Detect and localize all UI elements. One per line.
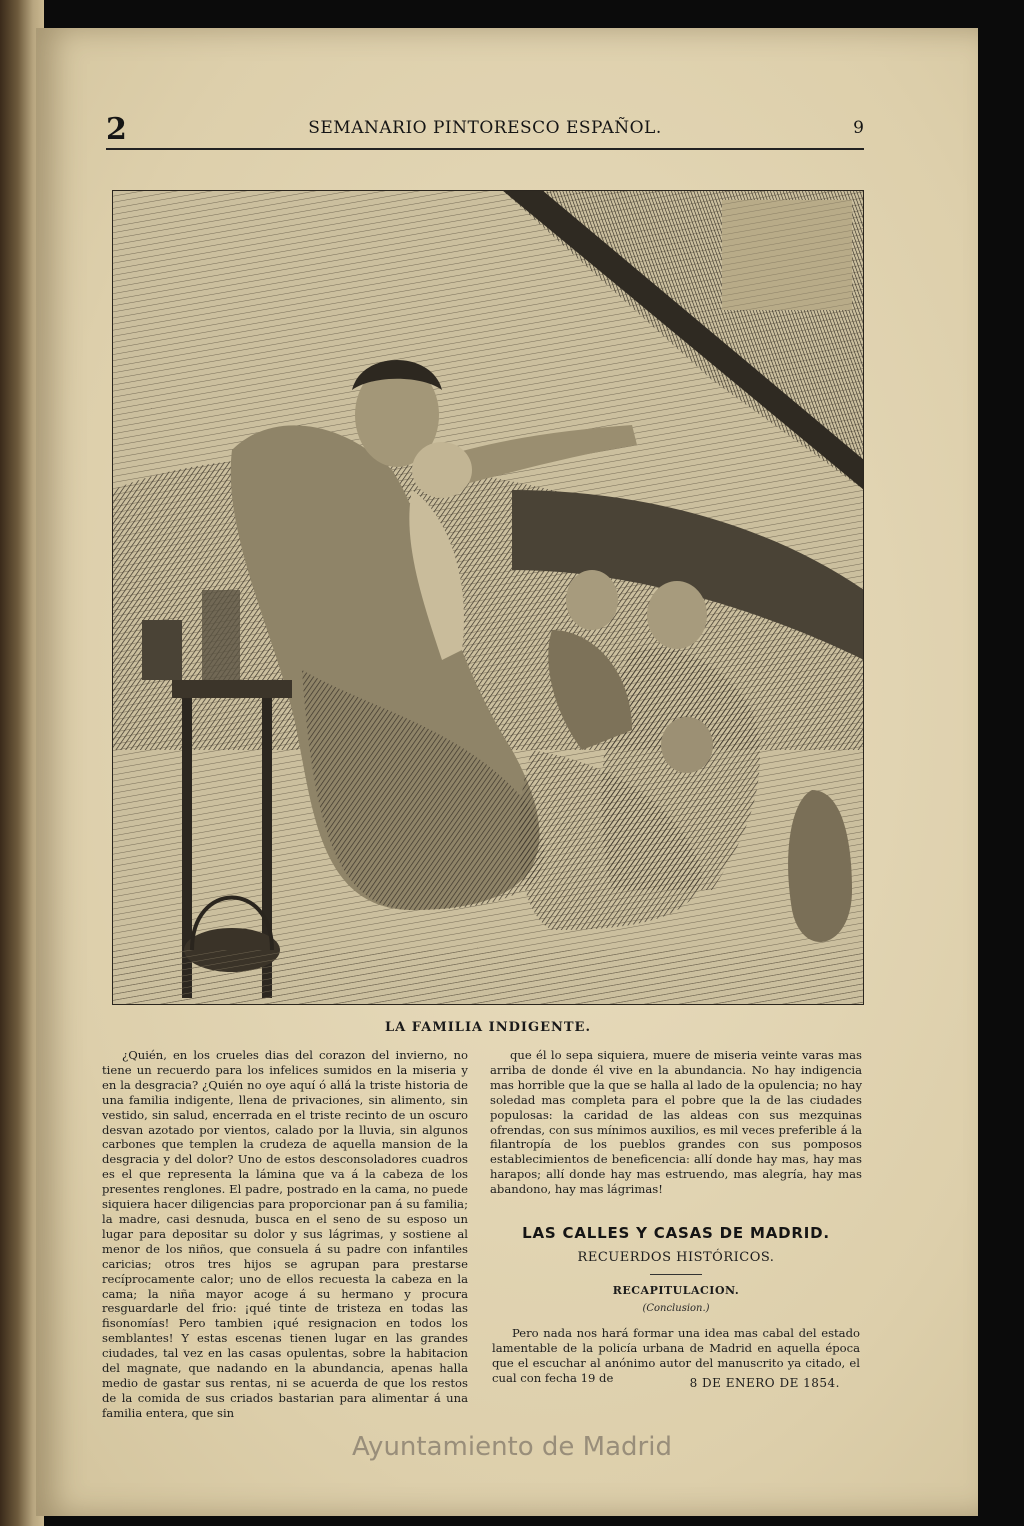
library-watermark: Ayuntamiento de Madrid	[352, 1432, 672, 1462]
right-column	[490, 1048, 862, 1197]
left-column	[102, 1048, 468, 1421]
article-subtitle: RECUERDOS HISTÓRICOS.	[577, 1250, 775, 1265]
publication-title: SEMANARIO PINTORESCO ESPAÑOL.	[308, 118, 662, 138]
page-header	[106, 112, 864, 150]
right-column-text: que él lo sepa siquiera, muere de miseria veinte varas mas arriba de donde él vive en la abundancia. No hay indigencia mas horrible que la que se halla al lado de la opulencia; no hay soledad mas completa para el pobre que la de las ciudades populosas: la caridad de las aldeas con sus mezquinas ofrendas, con sus mínimos auxilios, es mil veces preferible á la filantropía de los pueblos grandes con sus pomposos establecimientos de beneficencia: allí donde hay mas, hay mas harapos; allí donde hay mas estruendo, mas alegría, hay mas abandono, hay mas lágrimas!	[490, 1048, 862, 1197]
article-text: Pero nada nos hará formar una idea mas cabal del estado lamentable de la policía urbana de Madrid en aquella época que el escuchar al anónimo autor del manuscrito ya citado, el cual con fecha 19 de	[492, 1326, 860, 1385]
illustration-caption: LA FAMILIA INDIGENTE.	[385, 1020, 591, 1035]
section-note: (Conclusion.)	[642, 1303, 710, 1314]
left-column-text: ¿Quién, en los crueles dias del corazon del invierno, no tiene un recuerdo para los infelices sumidos en la miseria y en la desgracia? ¿Quién no oye aquí ó allá la triste historia de una familia indigente, llena de privaciones, sin alimento, sin vestido, sin salud, encerrada en el triste recinto de un oscuro desvan azotado por vientos, calado por la lluvia, sin algunos carbones que templen la crudeza de aquella mansion de la desgracia y del dolor? Uno de estos desconsoladores cuadros es el que representa la lámina que va á la cabeza de los presentes renglones. El padre, postrado en la cama, no puede siquiera hacer diligencias para proporcionar pan á su familia; la madre, casi desnuda, busca en el seno de su esposo un lugar para depositar su dolor y sus lágrimas, y sostiene al menor de los niños, que consuela á su padre con infantiles caricias; otros tres hijos se agrupan para prestarse recíprocamente calor; uno de ellos recuesta la cabeza en la cama; la niña mayor acoge á su hermano y procura resguardarle del frio: ¡qué tinte de tristeza en todas las fisonomías! Pero tambien ¡qué resignacion en todos los semblantes! Y estas escenas tienen lugar en las grandes ciudades, tal vez en las casas opulentas, sobre la habitacion del magnate, que nadando en la abundancia, apenas halla medio de gastar sus rentas, ni se acuerda de que los restos de la comida de sus criados bastarian para alimentar á una familia entera, que sin	[102, 1048, 468, 1420]
issue-date: 8 DE ENERO DE 1854.	[689, 1376, 840, 1390]
article-title: LAS CALLES Y CASAS DE MADRID.	[522, 1224, 830, 1242]
issue-number: 9	[853, 118, 864, 138]
engraving-illustration	[112, 190, 864, 1005]
title-rule	[650, 1274, 702, 1275]
page-number: 2	[106, 112, 127, 147]
section-heading: RECAPITULACION.	[612, 1284, 740, 1297]
